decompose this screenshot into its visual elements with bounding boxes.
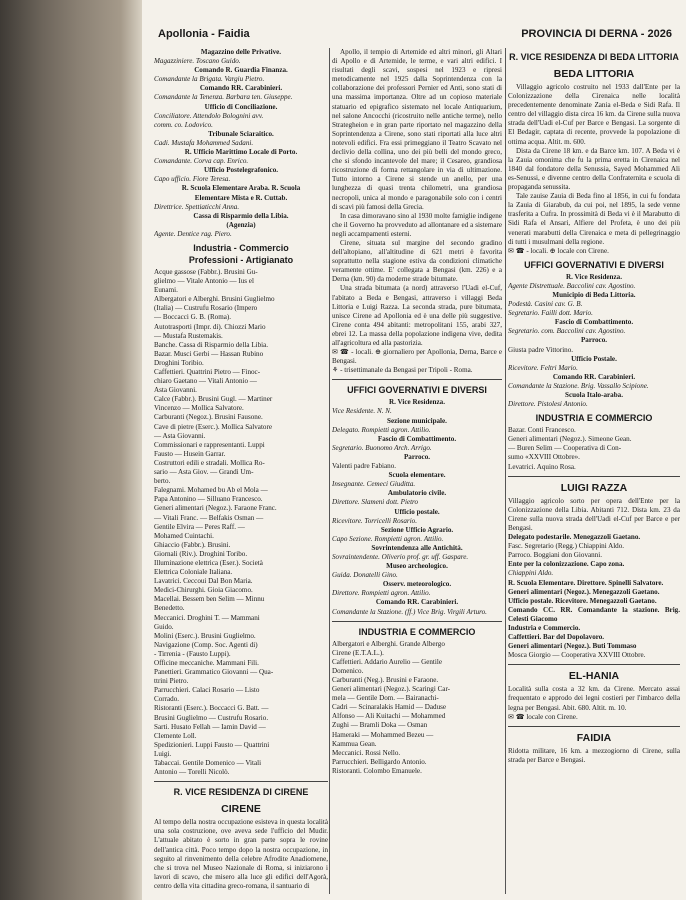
section-divider xyxy=(508,664,680,665)
trade-line: berto. xyxy=(154,477,171,486)
trade-line: Carburanti (Neg.). Brusini e Faraone. xyxy=(332,676,439,684)
trade-line: Macellai. Bessem ben Selim — Minnu xyxy=(154,595,265,604)
office-line: Ufficio Postale. xyxy=(571,354,617,363)
paragraph: Località sulla costa a 32 km. da Cirene. Mercato assai frequentato e approdo dei legni costieri per l'imbarco della legna per Bengasi. Abit. 680. Altit. m. 10. xyxy=(508,685,680,712)
trade-line: mela — Gentile Dom. — Bairanachi- xyxy=(332,694,439,703)
section-header: R. VICE RESIDENZA DI CIRENE xyxy=(173,787,309,798)
trade-line: Cadri — Scinaralakis Hamid — Daduse xyxy=(332,703,447,712)
directory-line: Comando RR. Carabinieri. xyxy=(199,84,283,93)
trade-line: Sarti. Husato Fellah — Iamin David — xyxy=(154,722,266,731)
office-line: Parroco. xyxy=(403,452,431,461)
page-header-right: PROVINCIA DI DERNA - 2026 xyxy=(521,28,672,40)
trade-line: Droghini Toribio. xyxy=(154,358,204,367)
section-divider xyxy=(508,476,680,477)
paragraph: Una strada bitumata (a nord) attraverso l'Uadi el-Cuf, l'abitato a Beda e Bengasi, attraverso i villaggi Beda Littoria e Luigi Razza. La seconda strada, pure bitumata, unisce Cirene ad Apollonia ed è una delle più suggestive. Cirene conta 494 abitanti: metropolitani 155, arabi 327, ebrei 12. La massa della popolazione indigena vive, dedita all'agricoltura ed alla pastorizia. xyxy=(332,284,502,347)
office-line: Fascio di Combattimento. xyxy=(554,318,634,327)
trade-line: Parrucchieri. Calaci Rosario — Listo xyxy=(154,686,260,695)
office-line: Mosca Giorgio — Cooperativa XXVIII Ottobre. xyxy=(508,651,646,660)
office-line: Direttore. Rompietti agron. Attilio. xyxy=(332,589,431,598)
trade-line: (Italia) — Custrufu Rosario (Impero xyxy=(154,304,258,313)
trade-line: Spedizionieri. Luppi Fausto — Quattrini xyxy=(154,740,270,749)
directory-line: Comandante la Brigata. Vargiu Pietro. xyxy=(154,75,265,84)
office-line: Vice Residente. N. N. xyxy=(332,407,392,416)
paragraph: Tale zauise Zauia di Beda fino al 1856, in cui fu fondata la Zauia di Giarabub, da cui poi, nel 1895, la sede venne trasferita a Cufra. In prossimità di Beda vi è il Marabutto di Sidi Rafa el Ansari, Alfiere del Profeta, è uno dei più venerati marabutti della Cirenaica e meta di pellegrinaggio di tutti i musulmani della regione. xyxy=(508,192,680,246)
trade-line: Meccanici. Rossi Nello. xyxy=(332,748,401,757)
trade-line: Meccanici. Droghini T. — Mammani xyxy=(154,613,260,622)
office-line: Ente per la colonizzazione. Capo zona. xyxy=(508,560,625,569)
office-line: Caffettieri. Bar del Dopolavoro. xyxy=(508,633,605,642)
trade-line: Albergatori e Alberghi. Grande Albergo xyxy=(332,639,445,648)
place-title: FAIDIA xyxy=(576,731,612,744)
paragraph: In casa dimoravano sino al 1930 molte famiglie indigene che il Governo ha provveduto ad allontanare ed a sistemare negli accampamenti esterni. xyxy=(332,211,502,238)
paragraph: Ridotta militare, 16 km. a mezzogiorno di Cirene, sulla strada per Barce e Bengasi. xyxy=(508,746,680,764)
column-rule xyxy=(505,48,506,894)
trade-line: Tabaccai. Gentile Domenico — Vitali xyxy=(154,759,262,768)
postal-info: ✉ ☎ - locali. ⊕ locale con Cirene. xyxy=(508,246,609,255)
office-line: Sovrintendenza alle Antichità. xyxy=(371,543,463,552)
office-line: Insegnante. Cemeci Giuditta. xyxy=(332,480,416,489)
office-line: Museo archeologico. xyxy=(386,562,448,571)
postal-info: ⚘ - trisettimanale da Bengasi per Tripoli - Roma. xyxy=(332,366,473,375)
office-line: Ricevitore. Feltri Mario. xyxy=(508,363,578,372)
directory-line: Capo ufficio. Fiore Teresa. xyxy=(154,175,231,184)
trade-line: Generi alimentari (Negoz.). Scaringi Car- xyxy=(332,685,451,694)
trade-line: Parrucchieri. Belligardo Antonio. xyxy=(332,757,427,766)
directory-line: (Agenzia) xyxy=(226,220,256,229)
section-title: UFFICI GOVERNATIVI E DIVERSI xyxy=(347,385,487,396)
column-rule xyxy=(329,48,330,894)
section-divider xyxy=(154,781,328,782)
trade-line: Commissionari e rappresentanti. Luppi xyxy=(154,440,265,449)
office-line: Segretario. com. Baccolini cav. Agostino. xyxy=(508,327,626,336)
trade-line: Zughi — Bramli Doka — Osman xyxy=(332,721,428,730)
office-line: Podestà. Casini cav. G. B. xyxy=(508,300,583,309)
trade-line: Fausto — Husein Garrar. xyxy=(154,449,226,458)
office-line: Guida. Donatelli Gino. xyxy=(332,571,398,580)
paragraph: Apollo, il tempio di Artemide ed altri minori, gli Altari di Apollo e di Artemide, le terme, e vari altri edifici. I risultati degli scavi, sospesi nel 1923 e ripresi metodicamente nel 1925 dalla Soprintendenza con la collaborazione dei professori Pernier ed Anti, sono stati di una massima importanza. Oltre ad un copioso materiale statuario ed epigrafico sistemato nel locale Antiquarium, nel salone Ancocchi (ricostruito nelle antiche terme), nello Strategheion e in gran parte riportato nel magazzino della Soprintendenza a Cirene, sono stati riportati alla luce altri notevoli edifici. Fra essi primeggiano il Teatro Scavato nel declivio della collina, uno dei più belli del mondo greco, che si sfondo incantevole del mare; il Cesareo, grandiosa ricostruzione di forma rettangolare in via di ultimazione. Tutto intorno a Cirene si stende un anello, per una lunghezza di quasi trenta chilometri, una grandiosa necropoli, unica al mondo e paragonabile solo con i centri di scavi più famosi della Grecia. xyxy=(332,48,502,211)
office-line: Valenti padre Fabiano. xyxy=(332,462,397,471)
trade-line: — Boccacci G. B. (Roma). xyxy=(154,313,232,322)
office-line: R. Vice Residenza. xyxy=(566,272,622,281)
trade-line: Gentile Elvira — Peres Raff. — xyxy=(154,522,245,531)
trade-line: Hameraki — Mohammed Bezeu — xyxy=(332,730,434,739)
paragraph: Villaggio agricolo costruito nel 1933 dall'Ente per la Colonizzazione della Cirenaica nelle località precedentemente denominate Zania el-Beda e Sidi Rafa. Il centro del villaggio dista circa 16 km. da Cirene sulla nuova strada dell'Uadi el-Cuf per Barce e Bengasi. La sorgente di El Bedagir, captata di recente, provvede la popolazione di ottima acqua. Altit. m. 600. xyxy=(508,83,680,146)
directory-line: Comando R. Guardia Finanza. xyxy=(194,66,288,75)
trade-line: — Buren Selim — Cooperativa di Con- xyxy=(508,444,622,453)
office-line: Comandante la Stazione. Brig. Vassallo Scipione. xyxy=(508,381,649,390)
office-line: Delegato podestarile. Menegazzoli Gaetano. xyxy=(508,533,641,542)
directory-line: Direttrice. Spettiaticchi Anna. xyxy=(154,202,240,211)
trade-line: Panettieri. Grammatico Giovanni — Qua- xyxy=(154,668,274,677)
trade-line: Bazar. Musci Gerbi — Hassan Rubino xyxy=(154,349,264,358)
trade-line: Levatrici. Aquino Rosa. xyxy=(508,462,576,471)
trade-line: Generi alimentari (Negoz.). Faraone Franc. xyxy=(154,504,277,513)
trade-line: Calce (Fabbr.). Brusini Gugl. — Martiner xyxy=(154,395,273,404)
section-title: INDUSTRIA E COMMERCIO xyxy=(535,413,653,424)
trade-line: Guido. xyxy=(154,622,174,631)
trade-line: Antonio — Torelli Nicolò. xyxy=(154,768,230,777)
trade-line: Autotrasporti (Impr. di). Chiozzi Mario xyxy=(154,322,266,331)
directory-line: Agente. Dentice rag. Piero. xyxy=(154,229,232,238)
trade-line: Medici-Chirurghi. Gioia Giacomo. xyxy=(154,586,253,595)
trade-line: — Vitali Franc. — Belfakis Osman — xyxy=(154,513,264,522)
trade-line: sario — Asta Giov. — Grandi Um- xyxy=(154,468,254,477)
trade-line: Papa Antonino — Silluano Francesco. xyxy=(154,495,263,504)
directory-line: comm. co. Lodovico. xyxy=(154,120,213,129)
office-line: Municipio di Beda Littoria. xyxy=(552,290,636,299)
section-title: INDUSTRIA E COMMERCIO xyxy=(358,626,476,637)
trade-line: Alfonso — Ali Kuitachi — Mohammed xyxy=(332,712,446,721)
directory-line: Cassa di Risparmio della Libia. xyxy=(193,211,289,220)
trade-line: Caffettieri. Addario Aurelio — Gentile xyxy=(332,657,442,666)
directory-line: Ufficio di Conciliazione. xyxy=(204,102,278,111)
office-line: Ufficio postale. xyxy=(394,507,440,516)
office-line: Sovraintendente. Oliverio prof. gr. uff. Gaspare. xyxy=(332,552,469,561)
place-title: EL-HANIA xyxy=(568,670,620,683)
trade-line: Bazar. Conti Francesco. xyxy=(508,426,576,435)
office-line: Agente Distrettuale. Baccolini cav. Agostino. xyxy=(508,281,636,290)
trade-line: - Tirrenia - (Fausto Luppi). xyxy=(154,649,231,658)
office-line: Direttore. Slameni dott. Pietro xyxy=(332,498,419,507)
section-header: R. VICE RESIDENZA DI BEDA LITTORIA xyxy=(509,52,679,62)
directory-line: R. Ufficio Marittimo Locale di Porto. xyxy=(184,148,298,157)
trade-line: Ristoranti (Eserc.). Boccacci G. Batt. — xyxy=(154,704,269,713)
directory-line: Elementare Mista e R. Cuttab. xyxy=(194,193,288,202)
office-line: Parroco. Boggiani don Giovanni. xyxy=(508,551,602,560)
trade-line: Asta Giovanni. xyxy=(154,386,197,395)
trade-line: Elettrica Coloniale Italiana. xyxy=(154,568,233,577)
trade-line: Falegnami. Mohamed bu Ab el Mola — xyxy=(154,486,268,495)
office-line: Ufficio postale. Ricevitore. Menegazzoli Gaetano. xyxy=(508,596,657,605)
trade-line: Officine meccaniche. Mammani Fili. xyxy=(154,659,259,667)
office-line: Chiappini Aldo. xyxy=(508,569,554,578)
office-line: Comandante la Stazione. (ff.) Vice Brig. Virgili Arturo. xyxy=(332,607,487,616)
trade-line: Lavatrici. Ceccoui Dal Bon Maria. xyxy=(154,577,253,586)
trade-line: Ristoranti. Colombo Emanuele. xyxy=(332,766,422,775)
trade-line: Brusini Guglielmo — Custrufu Rosario. xyxy=(154,713,269,722)
section-title: Industria - Commercio Professioni - Artigianato xyxy=(188,242,294,265)
trade-line: Cirene (E.T.A.L.). xyxy=(332,648,384,657)
trade-line: Ghiaccio (Fabbr.). Brusini. xyxy=(154,540,231,549)
directory-line: Comandante. Corva cap. Enrico. xyxy=(154,157,249,166)
trade-line: Giornali (Riv.). Droghini Toribo. xyxy=(154,549,248,558)
trade-line: Corrado. xyxy=(154,695,180,704)
section-divider xyxy=(508,726,680,727)
trade-line: chiaro Gaetano — Vitali Antonio — xyxy=(154,377,257,386)
directory-line: R. Scuola Elementare Araba. R. Scuola xyxy=(181,184,301,193)
directory-line: Ufficio Postelegrafonico. xyxy=(203,166,279,175)
document-page xyxy=(142,0,686,900)
paragraph: Al tempo della nostra occupazione esisteva in questa località una sola costruzione, ove aveva sede l'ufficio del Mudir. L'attuale abitato è sorto in gran parte sopra le rovine dell'antica città. Poco tempo dopo la nostra occupazione, in seguito al rinvenimento della celebre Afrodite Anadiomene, che si trova nel Museo Nazionale di Roma, si iniziarono i lavori di scavo, che misero alla luce gli edifici dell'Agorà, centro della vita cittadina greco-romana, il santuario di xyxy=(154,818,328,890)
office-line: Comando RR. Carabinieri. xyxy=(375,598,459,607)
office-line: Scuola Italo-araba. xyxy=(565,391,623,399)
trade-line: — Asta Giovanni. xyxy=(154,431,206,440)
office-line: R. Scuola Elementare. Direttore. Spinelli Salvatore. xyxy=(508,578,664,587)
directory-line: Conciliatore. Attendolo Bolognini avv. xyxy=(154,111,264,120)
paragraph: Cirene, situata sul margine del secondo gradino dell'altopiano, all'altitudine di 621 metri è favorita soprattutto nella stagione estiva da condizioni climatiche veramente ottime. E' collegata a Bengasi (km. 226) e a Derna (km. 90) da moderne strade bitumate. xyxy=(332,238,502,284)
office-line: Sezione Ufficio Agrario. xyxy=(380,525,454,534)
postal-info: ✉ ☎ - locali. ⊕ giornaliero per Apollonia, Derna, Barce e Bengasi. xyxy=(332,348,502,366)
page-header-left: Apollonia - Faidia xyxy=(158,28,250,40)
trade-line: Luigi. xyxy=(154,749,172,758)
place-title: CIRENE xyxy=(221,803,261,816)
trade-line: Banche. Cassa di Risparmio della Libia. xyxy=(154,340,269,349)
trade-line: Acque gassose (Fabbr.). Brusini Gu- xyxy=(154,267,258,276)
office-line: Ambulatorio civile. xyxy=(387,489,447,498)
book-binding xyxy=(0,0,142,900)
column-3 xyxy=(508,48,680,894)
office-line: Sezione municipale. xyxy=(387,416,447,425)
office-line: Segretario. Failli dott. Mario. xyxy=(508,309,593,318)
trade-line: — Mustafa Rustemakis. xyxy=(154,331,223,340)
trade-line: ttrini Pietro. xyxy=(154,677,189,686)
office-line: Industria e Commercio. xyxy=(508,623,581,632)
place-title: LUIGI RAZZA xyxy=(560,481,628,494)
directory-line: Tribunale Sciaraitico. xyxy=(208,129,274,138)
office-line: Fasc. Segretario (Regg.) Chiappini Aldo. xyxy=(508,542,625,551)
office-line: Scuola elementare. xyxy=(388,471,446,480)
directory-line: Comandante la Tenenza. Barbara ten. Giuseppe. xyxy=(154,93,293,102)
place-title: BEDA LITTORIA xyxy=(553,68,635,80)
office-line: Parroco. xyxy=(580,336,608,345)
directory-line: Magazziniere. Toscano Guido. xyxy=(154,57,241,66)
trade-line: Eunami. xyxy=(154,286,178,295)
paragraph: Dista da Cirene 18 km. e da Barce km. 107. A Beda vi è la Zauia omonima che fu la prima eretta in Cirenaica nel 1840 dal fondatore della Senussia, Sayed Mohammed Ali es-Senussi, e divenne centro della Confraternita e scuola di propaganda senussita. xyxy=(508,146,680,192)
trade-line: Navigazione (Comp. Soc. Agenti di) xyxy=(154,640,258,649)
office-line: Ricevitore. Torricelli Rosario. xyxy=(332,516,417,525)
trade-line: Mohamed Cuintachi. xyxy=(154,531,214,540)
office-line: Delegato. Rompietti agron. Attilio. xyxy=(332,425,431,434)
trade-line: Clemente Loll. xyxy=(154,731,197,740)
office-line: Capo Sezione. Rompietti agron. Attilio. xyxy=(332,534,444,543)
trade-line: Vincenzo — Mollica Salvatore. xyxy=(154,404,244,413)
office-line: Generi alimentari (Negoz.). Buti Tommaso xyxy=(508,642,637,651)
office-line: Fascio di Combattimento. xyxy=(377,434,457,443)
trade-line: glielmo — Vitale Antonio — Ius el xyxy=(154,277,254,286)
column-2 xyxy=(332,48,502,894)
section-divider xyxy=(332,621,502,622)
directory-line: Magazzino delle Privative. xyxy=(200,48,282,56)
trade-line: Costruttori edili e stradali. Mollica Ro- xyxy=(154,458,265,467)
trade-line: Carburanti (Negoz.). Brusini Fausone. xyxy=(154,413,263,422)
postal-info: ✉ ☎ locale con Cirene. xyxy=(508,712,578,721)
trade-line: Benedetto. xyxy=(154,604,185,613)
office-line: Segretario. Buonomo Arch. Arrigo. xyxy=(332,443,432,452)
trade-line: Generi alimentari (Negoz.). Simeone Gean. xyxy=(508,435,632,444)
trade-line: Molini (Eserc.). Brusini Guglielmo. xyxy=(154,631,256,640)
office-line: Giusta padre Vittorino. xyxy=(508,345,574,354)
office-line: Comando CC. RR. Comandante la stazione. Brig. Celesti Giacomo xyxy=(508,605,680,623)
office-line: Direttore. Pistolesi Antonio. xyxy=(508,400,588,409)
section-divider xyxy=(332,379,502,380)
office-line: Comando RR. Carabinieri. xyxy=(552,372,636,381)
trade-line: Albergatori e Alberghi. Brusini Guglielmo xyxy=(154,295,275,304)
trade-line: Illuminazione elettrica (Eser.). Società xyxy=(154,558,263,567)
paragraph: Villaggio agricolo sorto per opera dell'Ente per la Colonizzazione della Libia. Abitanti 712. Dista km. 23 da Cirene sulla nuova strada dell'Uadi el-Cuf per Barce e per Bengasi. xyxy=(508,496,680,532)
office-line: R. Vice Residenza. xyxy=(389,398,445,407)
trade-line: Kammua Gean. xyxy=(332,739,377,748)
directory-line: Cadi. Mustafa Mohammed Sadani. xyxy=(154,138,254,147)
trade-line: Caffettieri. Quattrini Pietro — Finoc- xyxy=(154,368,261,376)
office-line: Osserv. meteorologico. xyxy=(382,580,452,589)
section-title: UFFICI GOVERNATIVI E DIVERSI xyxy=(524,259,664,270)
trade-line: Domenico. xyxy=(332,666,364,675)
office-line: Generi alimentari (Negoz.). Menegazzoli Gaetano. xyxy=(508,587,660,596)
column-1 xyxy=(154,48,328,894)
trade-line: Cave di pietre (Eserc.). Mollica Salvatore xyxy=(154,422,272,431)
trade-line: sumo «XXVIII Ottobre». xyxy=(508,453,580,462)
